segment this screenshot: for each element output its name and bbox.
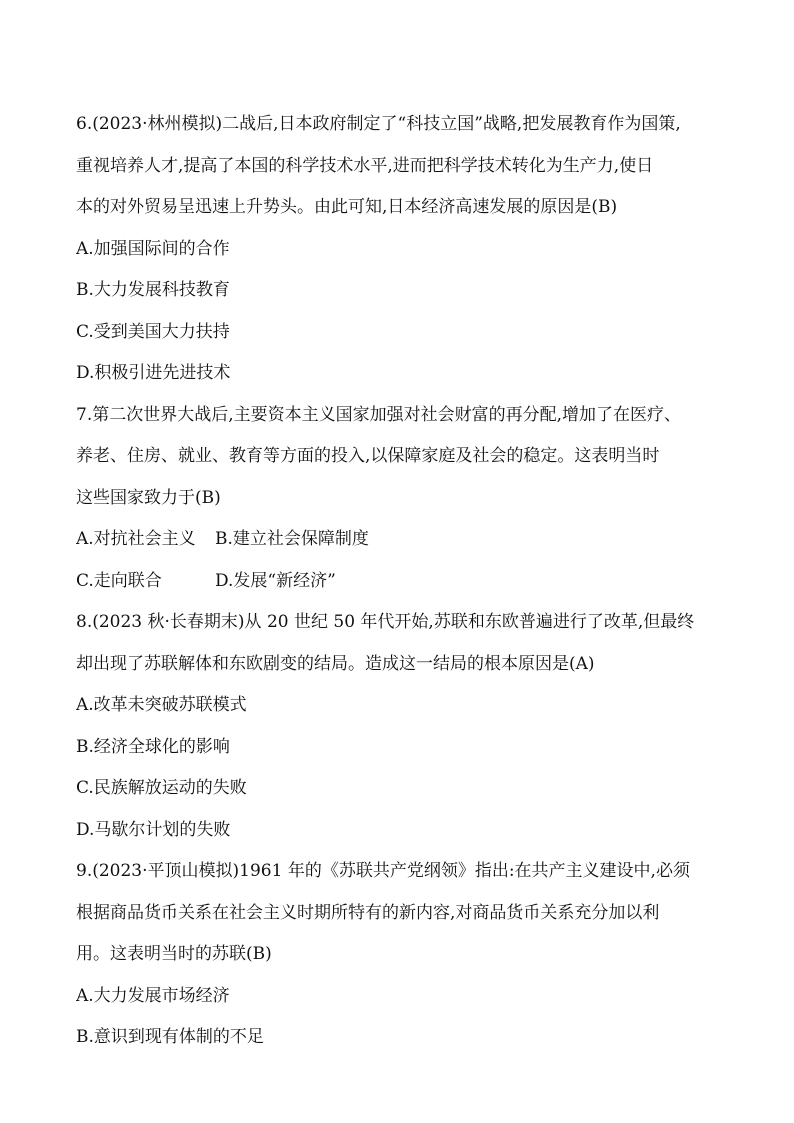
option-c: C.受到美国大力扶持 [76, 321, 230, 342]
option-a: A.大力发展市场经济 [76, 985, 230, 1006]
option-b: B.意识到现有体制的不足 [76, 1027, 264, 1047]
question-6 [76, 104, 734, 395]
question-text-line: 根据商品货币关系在社会主义时期所特有的新内容,对商品货币关系充分加以利 [76, 902, 660, 923]
option-b: B.经济全球化的影响 [76, 736, 230, 757]
option-d: D.马歇尔计划的失败 [76, 819, 231, 840]
question-text-line: 重视培养人才,提高了本国的科学技术水平,进而把科学技术转化为生产力,使日 [76, 155, 654, 176]
option-a: A.加强国际间的合作 [76, 238, 230, 259]
option-c: C.民族解放运动的失败 [76, 778, 247, 798]
question-text-line: 养老、住房、就业、教育等方面的投入,以保障家庭及社会的稳定。这表明当时 [76, 446, 660, 466]
question-text-line: 本的对外贸易呈迅速上升势头。由此可知,日本经济高速发展的原因是(B) [76, 197, 618, 217]
option-b: B.建立社会保障制度 [215, 529, 369, 549]
question-text-line: 9.(2023·平顶山模拟)1961 年的《苏联共产党纲领》指出:在共产主义建设中,必须 [76, 861, 690, 881]
option-c: C.走向联合 [76, 570, 162, 591]
option-b: B.大力发展科技教育 [76, 280, 230, 300]
question-text-line: 却出现了苏联解体和东欧剧变的结局。造成这一结局的根本原因是(A) [76, 653, 595, 674]
question-9 [76, 851, 734, 1059]
option-a: A.改革未突破苏联模式 [76, 695, 247, 715]
question-7 [76, 395, 734, 603]
question-text-line: 8.(2023 秋·长春期末)从 20 世纪 50 年代开始,苏联和东欧普遍进行了改革,但最终 [76, 612, 695, 632]
question-text-line: 6.(2023·林州模拟)二战后,日本政府制定了“科技立国”战略,把发展教育作为国策, [76, 114, 681, 134]
option-d: D.积极引进先进技术 [76, 363, 231, 383]
question-text-line: 7.第二次世界大战后,主要资本主义国家加强对社会财富的再分配,增加了在医疗、 [76, 404, 682, 425]
option-d: D.发展“新经济” [215, 570, 336, 591]
options-row [76, 561, 734, 603]
question-text-line: 用。这表明当时的苏联(B) [76, 944, 272, 964]
option-a: A.对抗社会主义 [76, 529, 196, 549]
question-8 [76, 602, 734, 851]
options-row [76, 519, 734, 561]
question-text-line: 这些国家致力于(B) [76, 487, 221, 508]
